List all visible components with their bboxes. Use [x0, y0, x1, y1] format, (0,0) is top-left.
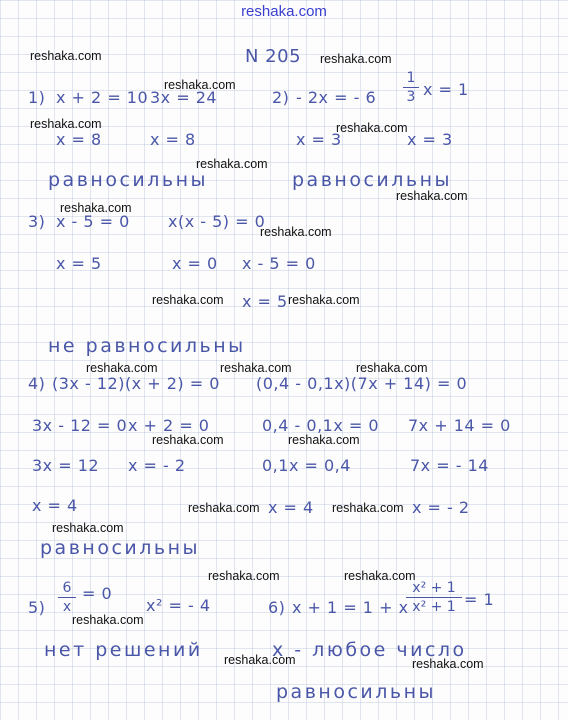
watermark: reshaka.com	[72, 613, 144, 627]
part2-frac-den: 3	[406, 89, 416, 105]
watermark: reshaka.com	[412, 657, 484, 671]
part4-a-left-2: 3x = 12	[32, 456, 100, 475]
part5-eq-b: x² = - 4	[146, 596, 211, 615]
watermark: reshaka.com	[196, 157, 268, 171]
watermark: reshaka.com	[152, 293, 224, 307]
part3-eq-b: x(x - 5) = 0	[168, 212, 266, 231]
watermark: reshaka.com	[86, 361, 158, 375]
watermark: reshaka.com	[344, 569, 416, 583]
watermark: reshaka.com	[30, 49, 102, 63]
part6-eq-b: = 1	[464, 590, 495, 609]
part4-b-right-3: x = - 2	[412, 498, 470, 517]
part3-sol-a: x = 5	[56, 254, 102, 273]
watermark: reshaka.com	[320, 52, 392, 66]
part2-sol-b: x = 3	[407, 130, 453, 149]
watermark: reshaka.com	[356, 361, 428, 375]
part3-eq-a: x - 5 = 0	[56, 212, 130, 231]
part2-frac-num: 1	[406, 70, 416, 86]
part1-label: 1)	[28, 88, 46, 107]
part3-sol-b2: x - 5 = 0	[242, 254, 316, 273]
part6-frac-num: x² + 1	[412, 580, 456, 596]
part2-eq-b: x = 1	[423, 80, 469, 99]
site-header[interactable]: reshaka.com	[241, 3, 327, 20]
part6-verdict: равносильны	[276, 681, 437, 703]
part2-fraction	[403, 70, 419, 105]
part4-a-right-2: x = - 2	[128, 456, 186, 475]
watermark: reshaka.com	[336, 121, 408, 135]
part4-b-left-2: 0,1x = 0,4	[262, 456, 351, 475]
part1-verdict: равносильны	[48, 169, 209, 191]
watermark: reshaka.com	[188, 501, 260, 515]
part5-frac-num: 6	[62, 580, 72, 596]
watermark: reshaka.com	[52, 521, 124, 535]
part4-verdict: равносильны	[40, 537, 201, 559]
watermark: reshaka.com	[288, 293, 360, 307]
part3-verdict: не равносильны	[48, 335, 246, 357]
part5-frac-den: x	[62, 599, 72, 615]
part2-eq-a: - 2x = - 6	[296, 88, 377, 107]
part6-solution: x - любое число	[272, 639, 467, 661]
watermark: reshaka.com	[60, 201, 132, 215]
part3-sol-b1: x = 0	[172, 254, 218, 273]
part6-frac-bar	[406, 597, 462, 598]
part4-a-right-1: x + 2 = 0	[128, 416, 210, 435]
part4-b-right-1: 7x + 14 = 0	[408, 416, 511, 435]
problem-number: N 205	[245, 46, 302, 67]
part4-a-left-1: 3x - 12 = 0	[32, 416, 128, 435]
part6-eq-a: x + 1 = 1 + x	[292, 598, 409, 617]
part5-fraction	[58, 580, 76, 615]
watermark: reshaka.com	[164, 78, 236, 92]
part5-label: 5)	[28, 598, 46, 617]
part2-sol-a: x = 3	[296, 130, 342, 149]
part6-label: 6)	[268, 598, 286, 617]
part6-fraction	[406, 580, 462, 615]
part2-frac-bar	[403, 87, 419, 88]
watermark: reshaka.com	[332, 501, 404, 515]
part4-label: 4)	[28, 374, 46, 393]
part1-eq-a: x + 2 = 10	[56, 88, 149, 107]
part2-label: 2)	[272, 88, 290, 107]
watermark: reshaka.com	[396, 189, 468, 203]
watermark: reshaka.com	[208, 569, 280, 583]
watermark: reshaka.com	[288, 433, 360, 447]
watermark: reshaka.com	[224, 653, 296, 667]
part5-frac-bar	[58, 597, 76, 598]
watermark: reshaka.com	[30, 117, 102, 131]
watermark: reshaka.com	[220, 361, 292, 375]
part1-sol-b: x = 8	[150, 130, 196, 149]
part4-b-left-1: 0,4 - 0,1x = 0	[262, 416, 380, 435]
part2-verdict: равносильны	[292, 169, 453, 191]
part4-eq-b: (0,4 - 0,1x)(7x + 14) = 0	[256, 374, 468, 393]
part6-frac-den: x² + 1	[412, 599, 456, 615]
watermark: reshaka.com	[260, 225, 332, 239]
part5-verdict: нет решений	[44, 639, 203, 661]
part3-sol-b3: x = 5	[242, 292, 288, 311]
part4-a-right-3: x = 4	[268, 498, 314, 517]
watermark: reshaka.com	[152, 433, 224, 447]
part1-eq-b: 3x = 24	[150, 88, 218, 107]
part4-b-right-2: 7x = - 14	[410, 456, 489, 475]
part4-a-left-3: x = 4	[32, 496, 78, 515]
part3-label: 3)	[28, 212, 46, 231]
part1-sol-a: x = 8	[56, 130, 102, 149]
part5-eq-a: = 0	[82, 584, 113, 603]
part4-eq-a: (3x - 12)(x + 2) = 0	[52, 374, 220, 393]
